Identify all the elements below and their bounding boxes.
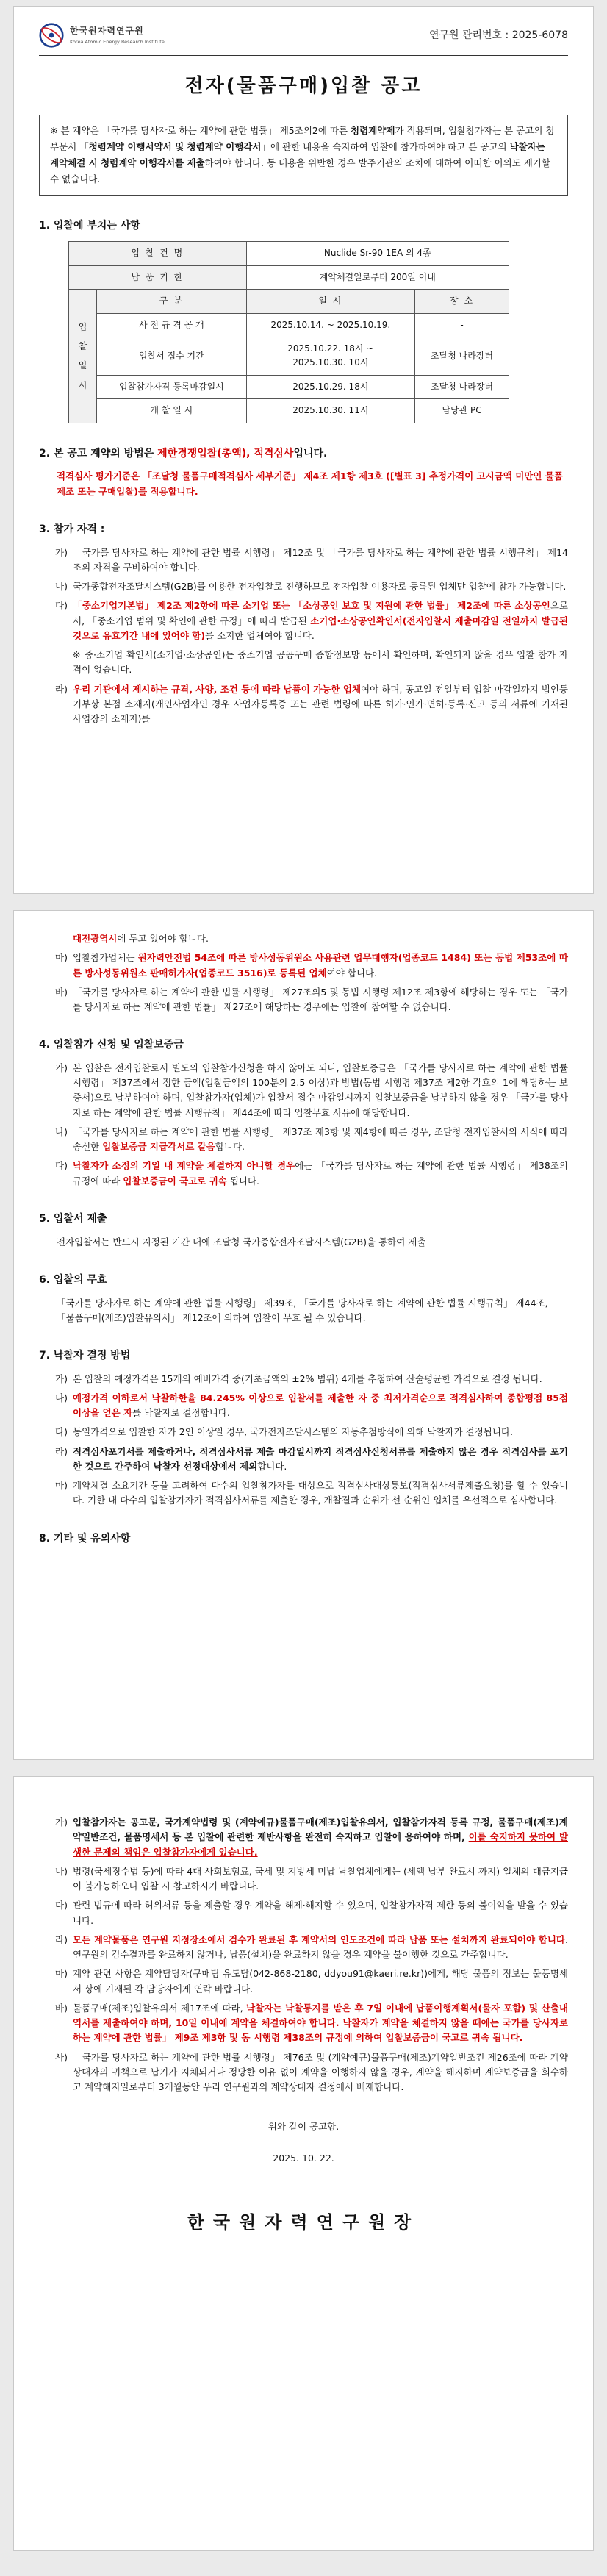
management-number: 연구원 관리번호 : 2025-6078 xyxy=(428,29,568,41)
section-2-evaluation: 적격심사 평가기준은 「조달청 물품구매적격심사 세부기준」 제4조 제1항 제3호 ([별표 3] 추정가격이 고시금액 미만인 물품 제조 또는 구매입찰)를 적용합니다. xyxy=(57,471,563,497)
list-item: 라) 우리 기관에서 제시하는 규격, 사양, 조건 등에 따라 납품이 가능한 업체여야 하며, 공고일 전일부터 입찰 마감일까지 법인등기부상 본점 소재지(개인사업자인 경우 사업자등록증 또는 관련 법령에 따른 허가·인가·면허·등록·신고 등의 서류에 기재된 사업장의 소재지)를 xyxy=(55,683,568,725)
list-item: 다) 낙찰자가 소정의 기일 내 계약을 체결하지 아니할 경우에는 「국가를 당사자로 하는 계약에 관한 법률 시행령」 제38조의 규정에 따라 입찰보증금이 국고로 귀속 됩니다. xyxy=(55,1160,568,1187)
list-item: 나) 예정가격 이하로서 낙찰하한율 84.245% 이상으로 입찰서를 제출한 자 중 최저가격순으로 적격심사하여 종합평점 85점 이상을 얻은 자를 낙찰자로 결정합니다. xyxy=(55,1392,568,1419)
table-row: 입찰서 접수 기간 2025.10.22. 18시 ~ 2025.10.30. 10시 조달청 나라장터 xyxy=(69,337,509,376)
closing-statement: 위와 같이 공고함. xyxy=(267,2121,340,2133)
kaeri-logo-icon xyxy=(39,23,64,48)
section-2-title: 2. 본 공고 계약의 방법은 제한경쟁입찰(총액), 적격심사입니다. xyxy=(39,447,328,459)
table-row: 사 전 규 격 공 개 2025.10.14. ~ 2025.10.19. - xyxy=(69,313,509,337)
list-item: 마) 계약 관련 사항은 계약담당자(구매팀 유도담(042-868-2180, ddyou91@kaeri.re.kr))에게, 해당 물품의 정보는 물품명세서 상에 기재된 각 담당자에게 연락 바랍니다. xyxy=(55,1968,568,1994)
header-divider xyxy=(39,54,568,56)
col-division: 구 분 xyxy=(97,290,247,313)
delivery-period-value: 계약체결일로부터 200일 이내 xyxy=(246,265,509,289)
list-item: 가) 입찰참가자는 공고문, 국가계약법령 및 (계약예규)물품구매(제조)입찰유의서, 입찰참가자격 등록 규정, 물품구매(제조)계약일반조건, 물품명세서 등 본 입찰에 관련한 제반사항을 완전히 숙지하고 입찰에 응하여야 하며, 이를 숙지하지 못하여 발생한 문제의 책임은 입찰참가자에게 있습니다. xyxy=(55,1817,568,1858)
document-title: 전자(물품구매)입찰 공고 xyxy=(184,75,423,97)
list-item: 사) 「국가를 당사자로 하는 계약에 관한 법률 시행령」 제76조 및 (계약예규)물품구매(제조)계약일반조건 제26조에 따라 계약상대자의 귀책으로 납기가 지체되거나 정당한 이유 없이 계약을 이행하지 않을 경우, 계약을 해지하며 계약보증금을 회수하고 계약해지일로부터 3개월동안 우리 연구원과의 계약상대자 결정에서 배제합니다. xyxy=(55,2051,568,2092)
page-2 xyxy=(13,910,594,1760)
section-6-title: 6. 입찰의 무효 xyxy=(39,1273,107,1286)
list-item: 나) 법령(국세징수법 등)에 따라 4대 사회보험료, 국세 및 지방세 미납 낙찰업체에게는 (세액 납부 완료시 까지) 일체의 대금지급이 불가능하오니 입찰 시 참고하시기 바랍니다. xyxy=(55,1865,568,1892)
section-8-title: 8. 기타 및 유의사항 xyxy=(39,1532,131,1545)
list-item: 바) 물품구매(제조)입찰유의서 제17조에 따라, 낙찰자는 낙찰통지를 받은 후 7일 이내에 납품이행계획서(물자 포함) 및 산출내역서를 제출하여야 하며, 10일 이내에 계약을 체결하여야 합니다. 낙찰자가 계약을 체결하지 않을 때에는 국가를 당사자로 하는 계약에 관한 법률」 제9조 제3항 및 동 시행령 제38조의 규정에 의하여 입찰보증금이 국고로 귀속 됩니다. xyxy=(55,2002,568,2044)
list-item: 나) 국가종합전자조달시스템(G2B)를 이용한 전자입찰로 진행하므로 전자입찰 이용자로 등록된 업체만 입찰에 참가 가능합니다. xyxy=(55,581,567,593)
list-item: 라) 모든 계약물품은 연구원 지정장소에서 검수가 완료된 후 계약서의 인도조건에 따라 납품 또는 설치까지 완료되어야 합니다. 연구원의 검수결과를 완료하지 않거나, 납품(설치)을 완료하지 않을 경우 계약을 불이행한 것으로 간주합니다. xyxy=(55,1933,568,1960)
list-item: 마) 입찰참가업체는 원자력안전법 54조에 따른 방사성동위원소 사용관련 업무대행자(업종코드 1484) 또는 동법 제53조에 따른 방사성동위원소 판매허가자(업종코드 3516)로 등록된 업체여야 합니다. xyxy=(55,952,568,978)
bid-schedule-label-text: 입찰일시 xyxy=(78,321,87,390)
section-5-title: 5. 입찰서 제출 xyxy=(39,1212,107,1225)
list-item: 다) 동일가격으로 입찰한 자가 2인 이상일 경우, 국가전자조달시스템의 자동추첨방식에 의해 낙찰자가 결정됩니다. xyxy=(55,1426,514,1438)
org-logo xyxy=(39,23,165,48)
announcement-date: 2025. 10. 22. xyxy=(273,2152,334,2164)
col-datetime: 일 시 xyxy=(246,290,414,313)
col-place: 장 소 xyxy=(415,290,509,313)
list-item: 가) 본 입찰은 전자입찰로서 별도의 입찰참가신청을 하지 않아도 되나, 입찰보증금은 「국가를 당사자로 하는 계약에 관한 법률 시행령」 제37조에서 정한 금액(입찰금액의 100분의 2.5 이상)과 방법(동법 시행령 제37조 제2항 각호의 1에 해당하는 보증서)으로 납부하여야 하며, 입찰참가자(업체)가 입찰서 접수 마감일시까지 입찰보증금을 납부하지 않을 경우 「국가를 당사자로 하는 계약에 관한 법률 시행규칙」 제44조에 따라 입찰무효 사유에 해당합니다. xyxy=(55,1062,568,1118)
bid-info-table xyxy=(68,241,509,423)
page-header xyxy=(39,23,568,51)
section-7-title: 7. 낙찰자 결정 방법 xyxy=(39,1350,131,1362)
delivery-period-label: 납 품 기 한 xyxy=(69,265,247,289)
bid-name-value: Nuclide Sr-90 1EA 외 4종 xyxy=(246,242,509,265)
section-4-title: 4. 입찰참가 신청 및 입찰보증금 xyxy=(39,1039,184,1051)
list-item: 다) 「중소기업기본법」 제2조 제2항에 따른 소기업 또는 「소상공인 보호 및 지원에 관한 법률」 제2조에 따른 소상공인으로서, 「중소기업 범위 및 확인에 관한 규정」에 따라 발급된 소기업·소상공인확인서(전자입찰서 제출마감일 전일까지 발급된 것으로 유효기간 내에 있어야 함)를 소지한 업체여야 합니다. xyxy=(55,600,569,641)
section-5-text: 전자입찰서는 반드시 지정된 기간 내에 조달청 국가종합전자조달시스템(G2B)을 통하여 제출 xyxy=(57,1236,426,1248)
bid-name-label: 입 찰 건 명 xyxy=(69,242,247,265)
section-6-text: 「국가를 당사자로 하는 계약에 관한 법률 시행령」 제39조, 「국가를 당사자로 하는 계약에 관한 법률 시행규칙」 제44조, 「물품구매(제조)입찰유의서」 제12조에 의하여 입찰이 무효 될 수 있습니다. xyxy=(57,1297,548,1323)
page-3 xyxy=(13,1776,594,2551)
list-item: 바) 「국가를 당사자로 하는 계약에 관한 법률 시행령」 제27조의5 및 동법 시행령 제12조 제3항에 해당하는 경우 또는 「국가를 당사자로 하는 계약에 관한 법률」 제27조에 해당하는 경우에는 입찰에 참여할 수 없습니다. xyxy=(55,986,568,1012)
table-row: 입찰참가자격 등록마감일시 2025.10.29. 18시 조달청 나라장터 xyxy=(69,375,509,398)
bid-schedule-label xyxy=(69,290,97,423)
list-item: 가) 본 입찰의 예정가격은 15개의 예비가격 중(기초금액의 ±2% 범위) 4개를 추첨하여 산술평균한 가격으로 결정 됩니다. xyxy=(55,1373,542,1384)
list-item: 다) 관련 법규에 따라 허위서류 등을 제출할 경우 계약을 해제·해지할 수 있으며, 입찰참가자격 제한 등의 불이익을 받을 수 있습니다. xyxy=(55,1900,568,1926)
integrity-notice: ※ 본 계약은 「국가를 당사자로 하는 계약에 관한 법률」 제5조의2에 따른 청렴계약제가 적용되며, 입찰참가자는 본 공고의 첨부문서 「청렴계약 이행서약서 및 청렴계약 이행각서」에 관한 내용을 숙지하여 입찰에 참가하여야 하고 본 공고의 낙찰자는 계약체결 시 청렴계약 이행각서를 제출하여야 합니다. 동 내용을 위반한 경우 발주기관의 조치에 대하여 어떠한 이의도 제기할 수 없습니다. xyxy=(39,115,568,196)
page-1 xyxy=(13,6,594,894)
list-item: 가) 「국가를 당사자로 하는 계약에 관한 법률 시행령」 제12조 및 「국가를 당사자로 하는 계약에 관한 법률 시행규칙」 제14조의 자격을 구비하여야 합니다. xyxy=(55,546,568,573)
signature: 한국원자력연구원장 xyxy=(187,2211,420,2233)
section-3-title: 3. 참가 자격 : xyxy=(39,523,105,535)
list-item: 라) 적격심사포기서를 제출하거나, 적격심사서류 제출 마감일시까지 적격심사신청서류를 제출하지 않은 경우 적격심사를 포기한 것으로 간주하여 낙찰자 선정대상에서 제외합니다. xyxy=(55,1445,568,1472)
org-name-ko: 한국원자력연구원 xyxy=(70,26,144,37)
list-item-continued: 대전광역시에 두고 있어야 합니다. xyxy=(73,933,209,944)
org-name-en: Korea Atomic Energy Research Institute xyxy=(70,39,165,46)
list-item: 마) 계약체결 소요기간 등을 고려하여 다수의 입찰참가자를 대상으로 적격심사대상통보(적격심사서류제출요청)를 할 수 있습니다. 기한 내 다수의 입찰참가자가 적격심사서류를 제출한 경우, 개찰결과 순위가 선 순위인 업체를 우선적으로 심사합니다. xyxy=(55,1480,568,1506)
sub-note: ※ 중·소기업 확인서(소기업·소상공인)는 중소기업 공공구매 종합정보망 등에서 확인하며, 확인되지 않을 경우 입찰 참가 자격이 없습니다. xyxy=(73,649,568,676)
list-item: 나) 「국가를 당사자로 하는 계약에 관한 법률 시행령」 제37조 제3항 및 제4항에 따른 경우, 조달청 전자입찰서의 서식에 따라 송신한 입찰보증금 지급각서로 갈음합니다. xyxy=(55,1126,568,1153)
table-row: 개 찰 일 시 2025.10.30. 11시 담당관 PC xyxy=(69,399,509,423)
section-1-title: 1. 입찰에 부치는 사항 xyxy=(39,219,140,232)
